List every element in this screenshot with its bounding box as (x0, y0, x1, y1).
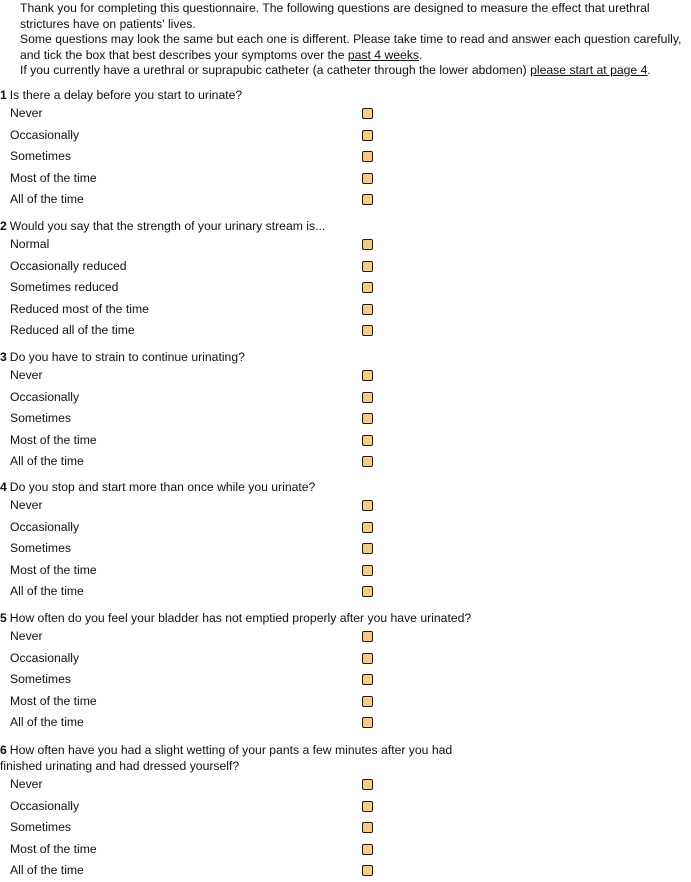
answer-checkbox[interactable] (362, 543, 373, 554)
question-title (0, 218, 691, 234)
past-4-weeks-emphasis: past 4 weeks (347, 47, 420, 62)
question-6 (0, 742, 691, 882)
answer-checkbox[interactable] (362, 325, 373, 336)
question-number: 6 (0, 743, 7, 757)
question-title (0, 349, 691, 365)
question-3 (0, 349, 691, 473)
answer-option[interactable] (0, 581, 691, 603)
answer-checkbox[interactable] (362, 456, 373, 467)
intro-text (0, 1, 691, 79)
intro-line-3: If you currently have a urethral or suprapubic catheter (a catheter through the lower abdomen) (20, 63, 531, 77)
answer-label: All of the time (10, 584, 84, 598)
question-title (0, 742, 480, 774)
answer-label: Never (10, 629, 43, 643)
question-1 (0, 87, 691, 211)
answer-option[interactable] (0, 712, 691, 734)
answer-checkbox[interactable] (362, 844, 373, 855)
question-number: 2 (0, 219, 7, 233)
answer-checkbox[interactable] (362, 865, 373, 876)
answer-checkbox[interactable] (362, 392, 373, 403)
question-title (0, 479, 691, 495)
intro-line-1: Thank you for completing this questionnaire. The following questions are designed to measure the effect that urethral strictures have on patients' lives. (20, 1, 650, 31)
answer-label: Occasionally (10, 127, 80, 142)
answer-label: Sometimes (10, 411, 71, 425)
answer-label: Sometimes (10, 149, 71, 163)
answer-label: All of the time (10, 454, 84, 468)
answer-option[interactable] (0, 839, 691, 861)
answer-checkbox[interactable] (362, 522, 373, 533)
answer-option[interactable] (0, 451, 691, 473)
answer-label: Occasionally reduced (10, 258, 127, 273)
question-title (0, 610, 691, 626)
question-number: 4 (0, 480, 7, 494)
answer-checkbox[interactable] (362, 282, 373, 293)
answer-label: Most of the time (10, 841, 97, 856)
answer-label: Most of the time (10, 170, 97, 185)
answer-label: Sometimes (10, 672, 71, 686)
answer-option[interactable] (0, 626, 691, 648)
answer-label: All of the time (10, 863, 84, 877)
answer-option[interactable] (0, 817, 691, 839)
answer-label: Most of the time (10, 562, 97, 577)
answer-checkbox[interactable] (362, 173, 373, 184)
answer-option[interactable] (0, 796, 691, 818)
answer-option[interactable] (0, 669, 691, 691)
answer-label: Normal (10, 237, 50, 251)
question-4 (0, 479, 691, 603)
answer-checkbox[interactable] (362, 194, 373, 205)
start-page-4-emphasis: please start at page 4 (530, 63, 648, 77)
answer-option[interactable] (0, 146, 691, 168)
answer-checkbox[interactable] (362, 261, 373, 272)
answer-option[interactable] (0, 168, 691, 190)
answer-option[interactable] (0, 256, 691, 278)
intro-line-2-end: . (419, 47, 423, 62)
answer-label: Reduced most of the time (10, 301, 149, 316)
question-number: 3 (0, 350, 7, 364)
answer-label: All of the time (10, 715, 84, 729)
question-text: Do you stop and start more than once while you urinate? (9, 480, 316, 494)
intro-paragraph-3 (0, 63, 691, 79)
answer-option[interactable] (0, 430, 691, 452)
question-text: How often have you had a slight wetting of your pants a few minutes after you had finished urinating and had dressed yourself? (0, 743, 453, 773)
answer-label: Sometimes (10, 541, 71, 555)
intro-paragraph-1 (0, 1, 691, 32)
answer-checkbox[interactable] (362, 779, 373, 790)
question-2 (0, 218, 691, 342)
answer-label: Sometimes reduced (10, 280, 119, 294)
question-text: Do you have to strain to continue urinating? (9, 350, 245, 364)
answer-label: Never (10, 777, 43, 791)
answer-label: Occasionally (10, 519, 80, 534)
answer-label: Most of the time (10, 693, 97, 708)
answer-option[interactable] (0, 189, 691, 211)
answer-label: Never (10, 368, 43, 382)
answer-checkbox[interactable] (362, 370, 373, 381)
answer-checkbox[interactable] (362, 304, 373, 315)
answer-label: Occasionally (10, 389, 80, 404)
answer-option[interactable] (0, 648, 691, 670)
answer-label: Never (10, 498, 43, 512)
answer-label: Never (10, 106, 43, 120)
question-text: How often do you feel your bladder has not emptied properly after you have urinated? (9, 611, 472, 625)
answer-option[interactable] (0, 517, 691, 539)
answer-label: Reduced all of the time (10, 323, 135, 337)
answer-label: Occasionally (10, 798, 80, 813)
answer-checkbox[interactable] (362, 130, 373, 141)
intro-paragraph-2 (0, 32, 691, 63)
answer-checkbox[interactable] (362, 696, 373, 707)
answer-label: Most of the time (10, 432, 97, 447)
answer-option[interactable] (0, 691, 691, 713)
answer-label: Sometimes (10, 820, 71, 834)
answer-option[interactable] (0, 560, 691, 582)
answer-option[interactable] (0, 277, 691, 299)
answer-checkbox[interactable] (362, 413, 373, 424)
answer-option[interactable] (0, 320, 691, 342)
answer-option[interactable] (0, 234, 691, 256)
answer-option[interactable] (0, 495, 691, 517)
answer-option[interactable] (0, 103, 691, 125)
answer-option[interactable] (0, 299, 691, 321)
question-title (0, 87, 691, 103)
answer-option[interactable] (0, 774, 691, 796)
answer-checkbox[interactable] (362, 674, 373, 685)
answer-option[interactable] (0, 387, 691, 409)
answer-checkbox[interactable] (362, 151, 373, 162)
answer-checkbox[interactable] (362, 631, 373, 642)
answer-label: Occasionally (10, 650, 80, 665)
answer-option[interactable] (0, 125, 691, 147)
answer-checkbox[interactable] (362, 565, 373, 576)
answer-checkbox[interactable] (362, 653, 373, 664)
question-text: Would you say that the strength of your urinary stream is... (9, 219, 326, 233)
answer-option[interactable] (0, 365, 691, 387)
question-number: 1 (0, 88, 7, 102)
question-5 (0, 610, 691, 734)
answer-checkbox[interactable] (362, 435, 373, 446)
answer-checkbox[interactable] (362, 801, 373, 812)
answer-option[interactable] (0, 860, 691, 882)
answer-option[interactable] (0, 538, 691, 560)
answer-checkbox[interactable] (362, 822, 373, 833)
answer-checkbox[interactable] (362, 717, 373, 728)
answer-label: All of the time (10, 192, 84, 206)
intro-line-3-end: . (647, 63, 651, 77)
intro-line-2: Some questions may look the same but each one is different. Please take time to read and answer each question carefully, and tick the box that best describes your symptoms over the (20, 32, 682, 62)
answer-checkbox[interactable] (362, 239, 373, 250)
answer-option[interactable] (0, 408, 691, 430)
answer-checkbox[interactable] (362, 500, 373, 511)
answer-checkbox[interactable] (362, 586, 373, 597)
question-text: Is there a delay before you start to urinate? (9, 88, 243, 102)
question-number: 5 (0, 611, 7, 625)
answer-checkbox[interactable] (362, 108, 373, 119)
